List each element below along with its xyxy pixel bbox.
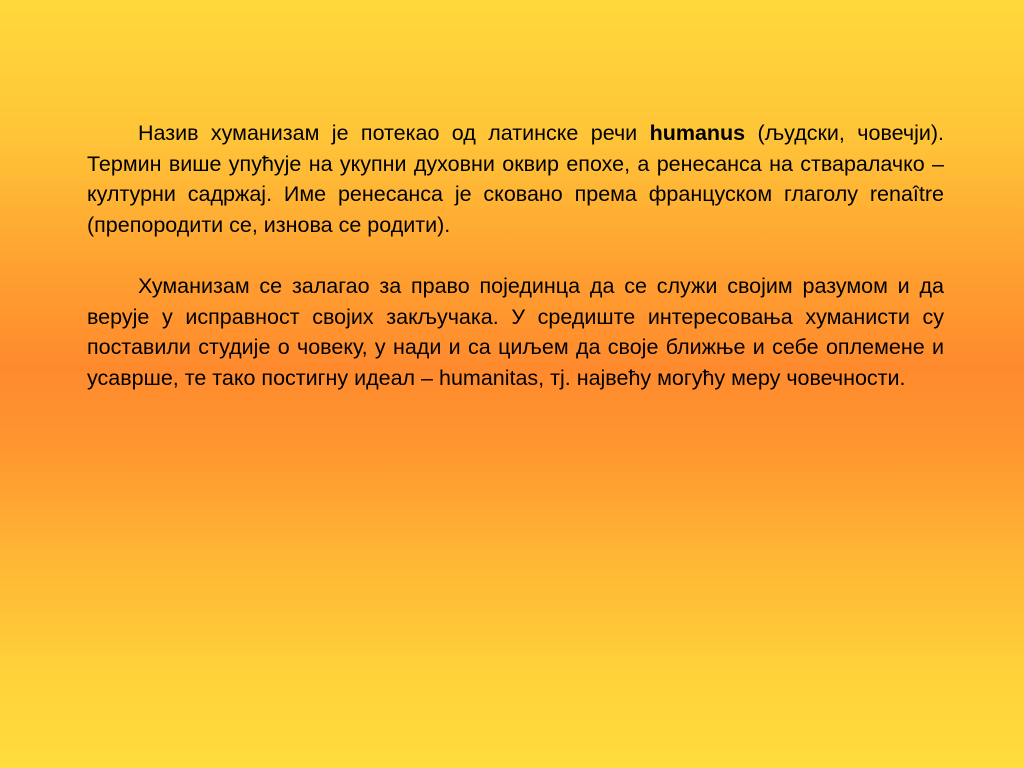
paragraph-humanism-origin bbox=[87, 118, 944, 240]
bold-term-humanus: humanus bbox=[649, 121, 746, 145]
paragraph-humanism-ideals: Хуманизам се залагао за право појединца да се служи својим разумом и да верује у исправност својих закључака. У средиште интересовања хуманисти су поставили студије о човеку, у нади и са циљем да своје ближње и себе оплемене и усаврше, те тако постигну идеал – humanitas, тј. највећу могућу меру човечности. bbox=[87, 274, 944, 390]
slide-text-body bbox=[87, 118, 944, 393]
paragraph-1-text-start: Назив хуманизам је потекао од латинске речи bbox=[138, 121, 650, 145]
paragraph-1-text-end: (људски, човечји). Термин више упућује на укупни духовни оквир епохе, а ренесанса на стваралачко – културни садржај. Име ренесанса је сковано према француском глаголу renaître (препородити се, изнова се родити). bbox=[87, 121, 944, 237]
